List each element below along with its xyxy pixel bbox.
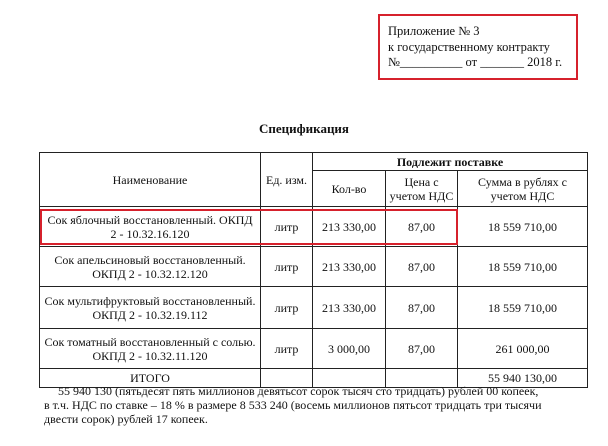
annex-line-1: Приложение № 3 bbox=[388, 24, 480, 38]
table-row bbox=[40, 207, 588, 247]
total-sum: 55 940 130,00 bbox=[458, 369, 588, 388]
row-name: Сок мультифруктовый восстановленный. ОКПД 2 - 10.32.19.112 bbox=[40, 287, 261, 329]
summary-line-1: 55 940 130 (пятьдесят пять миллионов девятьсот сорок тысяч сто тридцать) рублей 00 копеек, bbox=[58, 384, 539, 398]
row-sum: 18 559 710,00 bbox=[458, 207, 588, 247]
header-unit: Ед. изм. bbox=[261, 153, 313, 207]
row-sum: 18 559 710,00 bbox=[458, 287, 588, 329]
summary-line-3: двести сорок) рублей 17 копеек. bbox=[44, 412, 208, 426]
summary-text bbox=[44, 384, 588, 426]
row-price: 87,00 bbox=[386, 287, 458, 329]
row-sum: 18 559 710,00 bbox=[458, 247, 588, 287]
row-name: Сок яблочный восстановленный. ОКПД 2 - 10.32.16.120 bbox=[40, 207, 261, 247]
header-sum: Сумма в рублях с учетом НДС bbox=[458, 171, 588, 207]
row-price: 87,00 bbox=[386, 207, 458, 247]
table-row bbox=[40, 329, 588, 369]
row-qty: 213 330,00 bbox=[313, 287, 386, 329]
row-sum: 261 000,00 bbox=[458, 329, 588, 369]
annex-box bbox=[378, 14, 578, 80]
document-title: Спецификация bbox=[259, 121, 349, 136]
row-unit: литр bbox=[261, 287, 313, 329]
row-qty: 3 000,00 bbox=[313, 329, 386, 369]
row-unit: литр bbox=[261, 329, 313, 369]
annex-line-2: к государственному контракту bbox=[388, 39, 550, 54]
header-group: Подлежит поставке bbox=[313, 153, 588, 171]
total-label: ИТОГО bbox=[40, 369, 261, 388]
row-qty: 213 330,00 bbox=[313, 247, 386, 287]
header-price: Цена с учетом НДС bbox=[386, 171, 458, 207]
row-name: Сок томатный восстановленный с солью. ОКПД 2 - 10.32.11.120 bbox=[40, 329, 261, 369]
row-price: 87,00 bbox=[386, 247, 458, 287]
header-qty: Кол-во bbox=[313, 171, 386, 207]
row-qty: 213 330,00 bbox=[313, 207, 386, 247]
header-name: Наименование bbox=[40, 153, 261, 207]
specification-table bbox=[39, 152, 588, 388]
table-row bbox=[40, 287, 588, 329]
row-unit: литр bbox=[261, 247, 313, 287]
row-name: Сок апельсиновый восстановленный. ОКПД 2 - 10.32.12.120 bbox=[40, 247, 261, 287]
annex-line-3: №__________ от _______ 2018 г. bbox=[388, 55, 563, 69]
row-unit: литр bbox=[261, 207, 313, 247]
summary-line-2: в т.ч. НДС по ставке – 18 % в размере 8 533 240 (восемь миллионов пятьсот тридцать три тысячи bbox=[44, 398, 542, 412]
row-price: 87,00 bbox=[386, 329, 458, 369]
table-row bbox=[40, 247, 588, 287]
